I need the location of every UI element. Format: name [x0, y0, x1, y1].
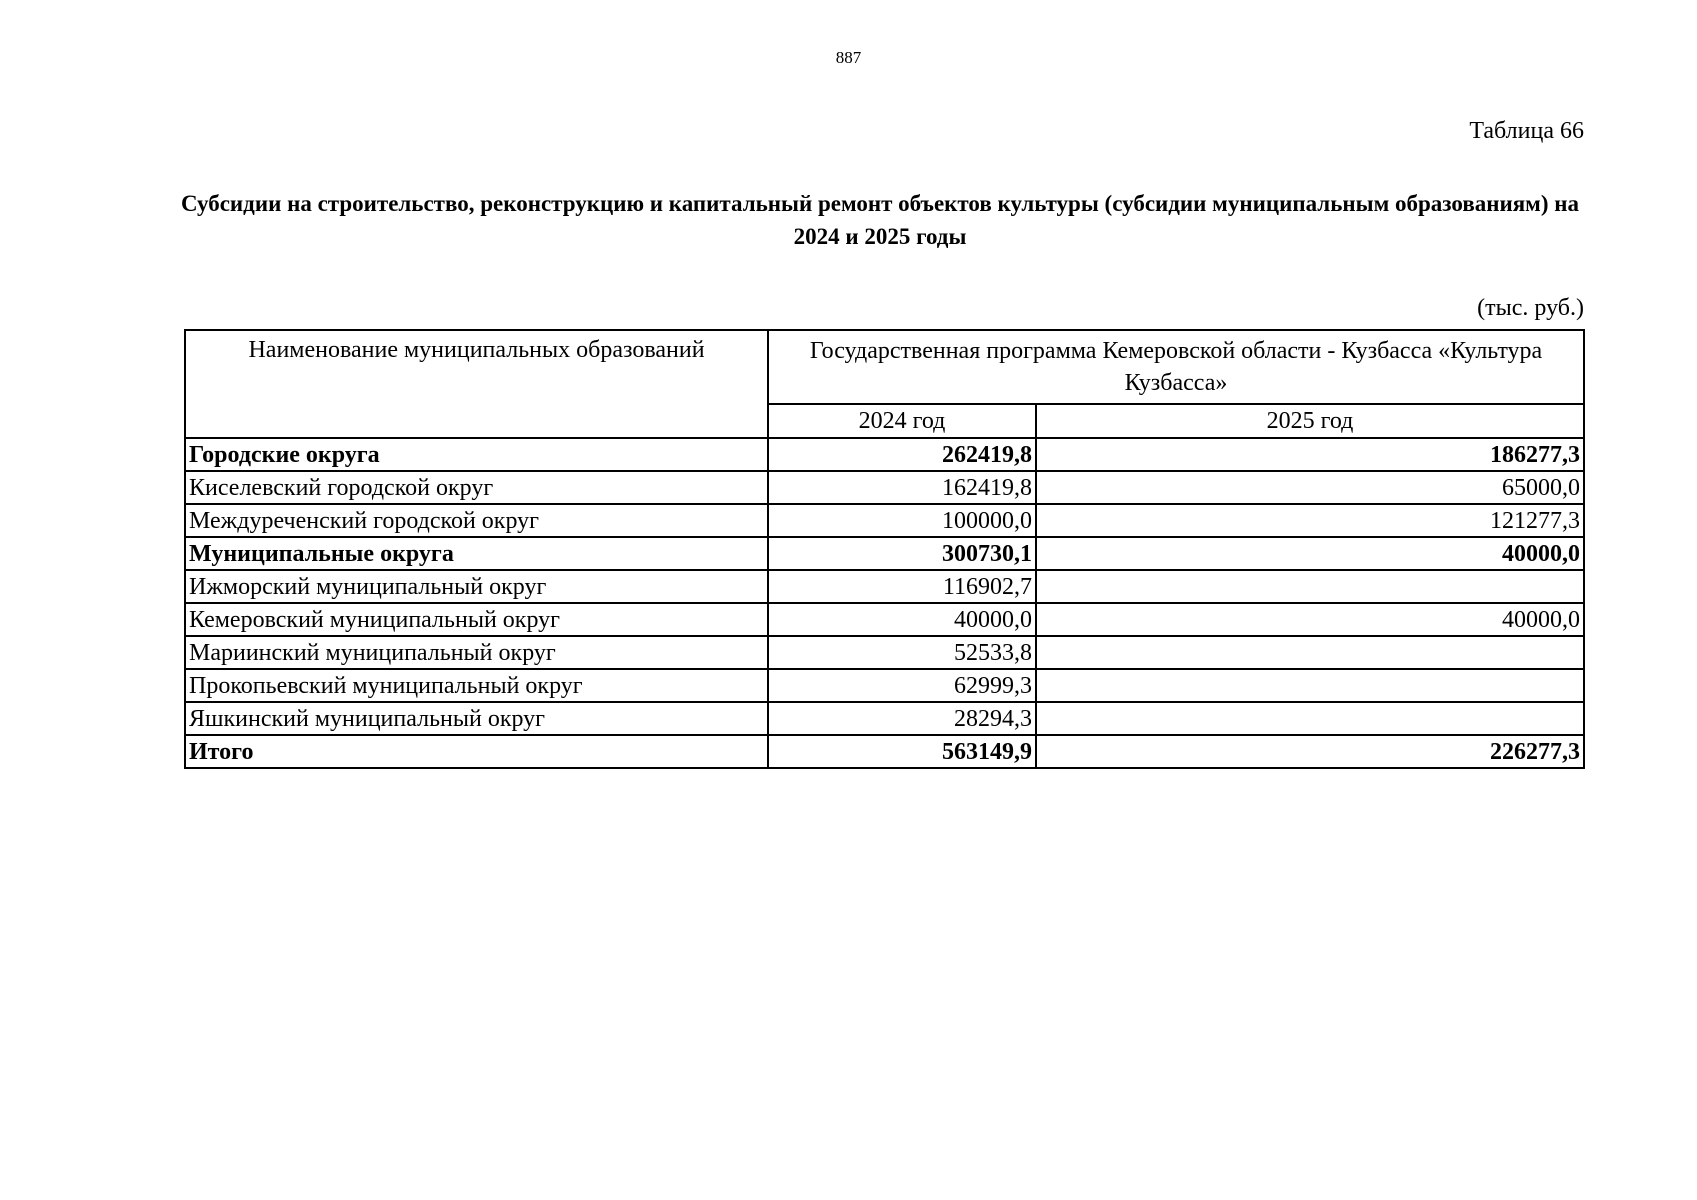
row-name: Прокопьевский муниципальный округ [185, 669, 768, 702]
table-row [185, 636, 1584, 669]
row-name: Итого [185, 735, 768, 768]
subsidies-table [184, 329, 1585, 769]
row-value-2024: 100000,0 [768, 504, 1036, 537]
row-name: Киселевский городской округ [185, 471, 768, 504]
row-name: Мариинский муниципальный округ [185, 636, 768, 669]
units-label: (тыс. руб.) [1477, 295, 1584, 321]
row-value-2025: 65000,0 [1036, 471, 1584, 504]
header-year-2024: 2024 год [768, 404, 1036, 438]
row-value-2025: 226277,3 [1036, 735, 1584, 768]
row-name: Муниципальные округа [185, 537, 768, 570]
row-value-2024: 563149,9 [768, 735, 1036, 768]
row-value-2025: 186277,3 [1036, 438, 1584, 471]
row-value-2024: 116902,7 [768, 570, 1036, 603]
table-row [185, 603, 1584, 636]
table-row [185, 537, 1584, 570]
table-row [185, 735, 1584, 768]
row-name: Междуреченский городской округ [185, 504, 768, 537]
table-body [185, 438, 1584, 768]
header-municipality-name: Наименование муниципальных образований [185, 330, 768, 438]
row-value-2025 [1036, 702, 1584, 735]
table-row [185, 504, 1584, 537]
row-name: Ижморский муниципальный округ [185, 570, 768, 603]
table-row [185, 669, 1584, 702]
row-name: Городские округа [185, 438, 768, 471]
row-value-2025 [1036, 669, 1584, 702]
table-row [185, 471, 1584, 504]
row-value-2025: 40000,0 [1036, 537, 1584, 570]
table-row [185, 438, 1584, 471]
row-value-2025 [1036, 570, 1584, 603]
document-title: Субсидии на строительство, реконструкцию и капитальный ремонт объектов культуры (субсидии муниципальным образованиям) на 2024 и 2025 годы [180, 191, 1580, 249]
row-value-2025 [1036, 636, 1584, 669]
row-name: Яшкинский муниципальный округ [185, 702, 768, 735]
row-value-2024: 262419,8 [768, 438, 1036, 471]
row-value-2024: 62999,3 [768, 669, 1036, 702]
row-value-2025: 40000,0 [1036, 603, 1584, 636]
table-label: Таблица 66 [1469, 118, 1584, 144]
row-value-2024: 52533,8 [768, 636, 1036, 669]
page-number: 887 [835, 48, 862, 67]
row-value-2024: 300730,1 [768, 537, 1036, 570]
table-header [185, 330, 1584, 438]
row-value-2024: 28294,3 [768, 702, 1036, 735]
row-value-2025: 121277,3 [1036, 504, 1584, 537]
row-value-2024: 162419,8 [768, 471, 1036, 504]
table-row [185, 570, 1584, 603]
row-name: Кемеровский муниципальный округ [185, 603, 768, 636]
table-row [185, 702, 1584, 735]
row-value-2024: 40000,0 [768, 603, 1036, 636]
header-year-2025: 2025 год [1036, 404, 1584, 438]
header-program: Государственная программа Кемеровской области - Кузбасса «Культура Кузбасса» [768, 330, 1584, 404]
